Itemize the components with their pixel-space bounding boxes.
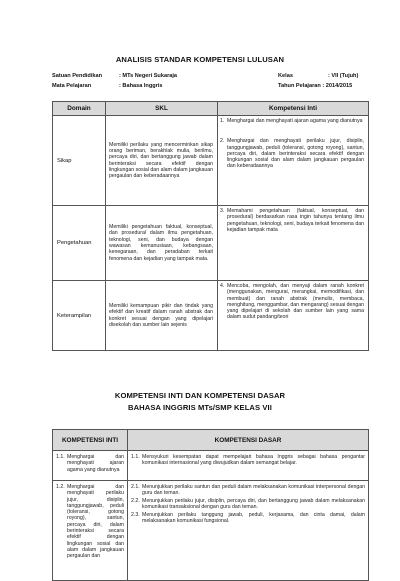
kd-item xyxy=(131,454,365,467)
ki-number: 1. xyxy=(220,118,225,124)
header-skl: SKL xyxy=(106,102,218,116)
kd-text: Mensyukuri kesempatan dapat mempelajari bahasa Inggris sebagai bahasa pengantar komunikasi internasional yang diwujudkan dalam semangat belajar. xyxy=(142,454,365,467)
section-title: KOMPETENSI INTI DAN KOMPETENSI DASAR xyxy=(114,391,286,400)
info-label-school: Satuan Pendidikan xyxy=(52,73,103,79)
document-title: ANALISIS STANDAR KOMPETENSI LULUSAN xyxy=(115,55,285,64)
ki-cell xyxy=(218,116,369,206)
skl-analysis-table xyxy=(52,101,369,351)
info-school-year: Tahun Pelajaran : 2014/2015 xyxy=(278,83,353,89)
domain-cell: Sikap xyxy=(53,116,106,206)
ki-item xyxy=(56,484,124,560)
kd-item xyxy=(131,512,365,525)
ki-cell xyxy=(53,481,128,581)
ki-cell xyxy=(218,281,369,351)
domain-cell: Pengetahuan xyxy=(53,206,106,281)
table-header-row xyxy=(53,430,369,451)
header-kompetensi-inti: KOMPETENSI INTI xyxy=(53,430,128,451)
skl-cell: Memiliki perilaku yang mencerminkan sikap orang beriman, berakhlak mulia, berilmu, percaya diri, dan bertanggung jawab dalam berinteraksi secara efektif dengan lingkungan sosial dan alam dalam jangkauan pergaulan dan keberadaannya xyxy=(106,116,218,206)
kd-text: Menunjukkan perilaku tanggung jawab, peduli, kerjasama, dan cinta damai, dalam melaksanakan komunikasi fungsional. xyxy=(142,512,365,525)
skl-cell: Memiliki kemampuan pikir dan tindak yang efektif dan kreatif dalam ranah abstrak dan konkret sesuai dengan yang dipelajari disekolah dan sumber lain sejenis xyxy=(106,281,218,351)
ki-item xyxy=(220,138,364,169)
ki-number: 1.1. xyxy=(56,454,65,460)
kd-text: Menunjukkan perilaku jujur, disiplin, percaya diri, dan bertanggung jawab dalam melaksanakan komunikasi transaksional dengan guru dan teman. xyxy=(142,498,365,511)
ki-cell xyxy=(218,206,369,281)
table-header-row xyxy=(53,102,369,116)
kd-item xyxy=(131,484,365,497)
kd-number: 2.3. xyxy=(131,512,140,519)
kd-number: 2.1. xyxy=(131,484,140,490)
info-label-class: Kelas xyxy=(278,73,293,79)
ki-item xyxy=(220,208,364,233)
header-kompetensi-inti: Kompetensi Inti xyxy=(218,102,369,116)
ki-cell xyxy=(53,451,128,481)
info-value-subject: : Bahasa Inggris xyxy=(119,83,163,89)
ki-item xyxy=(220,283,364,321)
table-row xyxy=(53,451,369,481)
table-row-sikap xyxy=(53,116,369,206)
info-label-subject: Mata Pelajaran xyxy=(52,83,92,89)
kd-text: Menunjukkan perilaku santun dan peduli dalam melaksanakan komunikasi interpersonal dengan guru dan teman. xyxy=(142,484,365,497)
kd-number: 2.2. xyxy=(131,498,140,505)
table-row-keterampilan xyxy=(53,281,369,351)
info-value-class: : VII (Tujuh) xyxy=(328,73,359,79)
ki-text: Menghargai dan menghayati ajaran agama yang dianutnya xyxy=(227,118,363,124)
ki-text: Mencoba, mengolah, dan menyaji dalam ranah konkret (menggunakan, mengurai, merangkai, memodifikasi, dan membuat) dan ranah abstrak (menulis, membaca, menghitung, menggambar, dan mengarang) sesuai dengan yang dipelajari di sekolah dan sumber lain yang sama dalam sudut pandang/teori xyxy=(227,283,364,321)
kd-item xyxy=(131,498,365,511)
kd-number: 1.1. xyxy=(131,454,140,460)
ki-text: Menghargai dan menghayati perilaku jujur, disiplin, tanggungjawab, peduli (toleransi, gotong royong), santun, percaya diri, dalam berinteraksi secara efektif dengan lingkungan sosial dan alam dalam jangkauan pergaulan dan xyxy=(67,484,124,560)
kd-cell xyxy=(128,451,369,481)
ki-text: Memahami pengetahuan (faktual, konseptual, dan prosedural) berdasarkan rasa ingin tahunya tentang ilmu pengetahuan, teknologi, seni, budaya terkait fenomena dan kejadian tampak mata xyxy=(227,208,364,233)
ki-item xyxy=(56,454,124,473)
skl-cell: Memiliki pengetahuan faktual, konseptual, dan prosedural dalam ilmu pengetahuan, teknologi, seni, dan budaya dengan wawasan kemanusiaan, kebangsaan, kenegaraan, dan peradaban terkait fenomena dan kejadian yang tampak mata. xyxy=(106,206,218,281)
ki-item xyxy=(220,118,364,124)
table-row-pengetahuan xyxy=(53,206,369,281)
header-domain: Domain xyxy=(53,102,106,116)
ki-kd-table xyxy=(52,429,369,581)
info-value-school: : MTs Negeri Sukaraja xyxy=(119,73,178,79)
section-subtitle: BAHASA INGGRIS MTs/SMP KELAS VII xyxy=(128,403,272,412)
ki-number: 1.2. xyxy=(56,484,65,490)
kd-cell xyxy=(128,481,369,581)
ki-number: 4. xyxy=(220,283,225,289)
ki-text: Menghargai dan menghayati perilaku jujur, disiplin, tanggungjawab, peduli (toleransi, gotong royong), santun, percaya diri, dalam berinteraksi secara efektif dengan lingkungan sosial dan alam dalam jangkauan pergaulan dan keberadaannya xyxy=(227,138,364,170)
ki-number: 2. xyxy=(220,138,225,145)
ki-number: 3. xyxy=(220,208,225,214)
ki-text: Menghargai dan menghayati ajaran agama yang dianutnya xyxy=(67,454,124,473)
header-kompetensi-dasar: KOMPETENSI DASAR xyxy=(128,430,369,451)
domain-cell: Keterampilan xyxy=(53,281,106,351)
table-row xyxy=(53,481,369,581)
